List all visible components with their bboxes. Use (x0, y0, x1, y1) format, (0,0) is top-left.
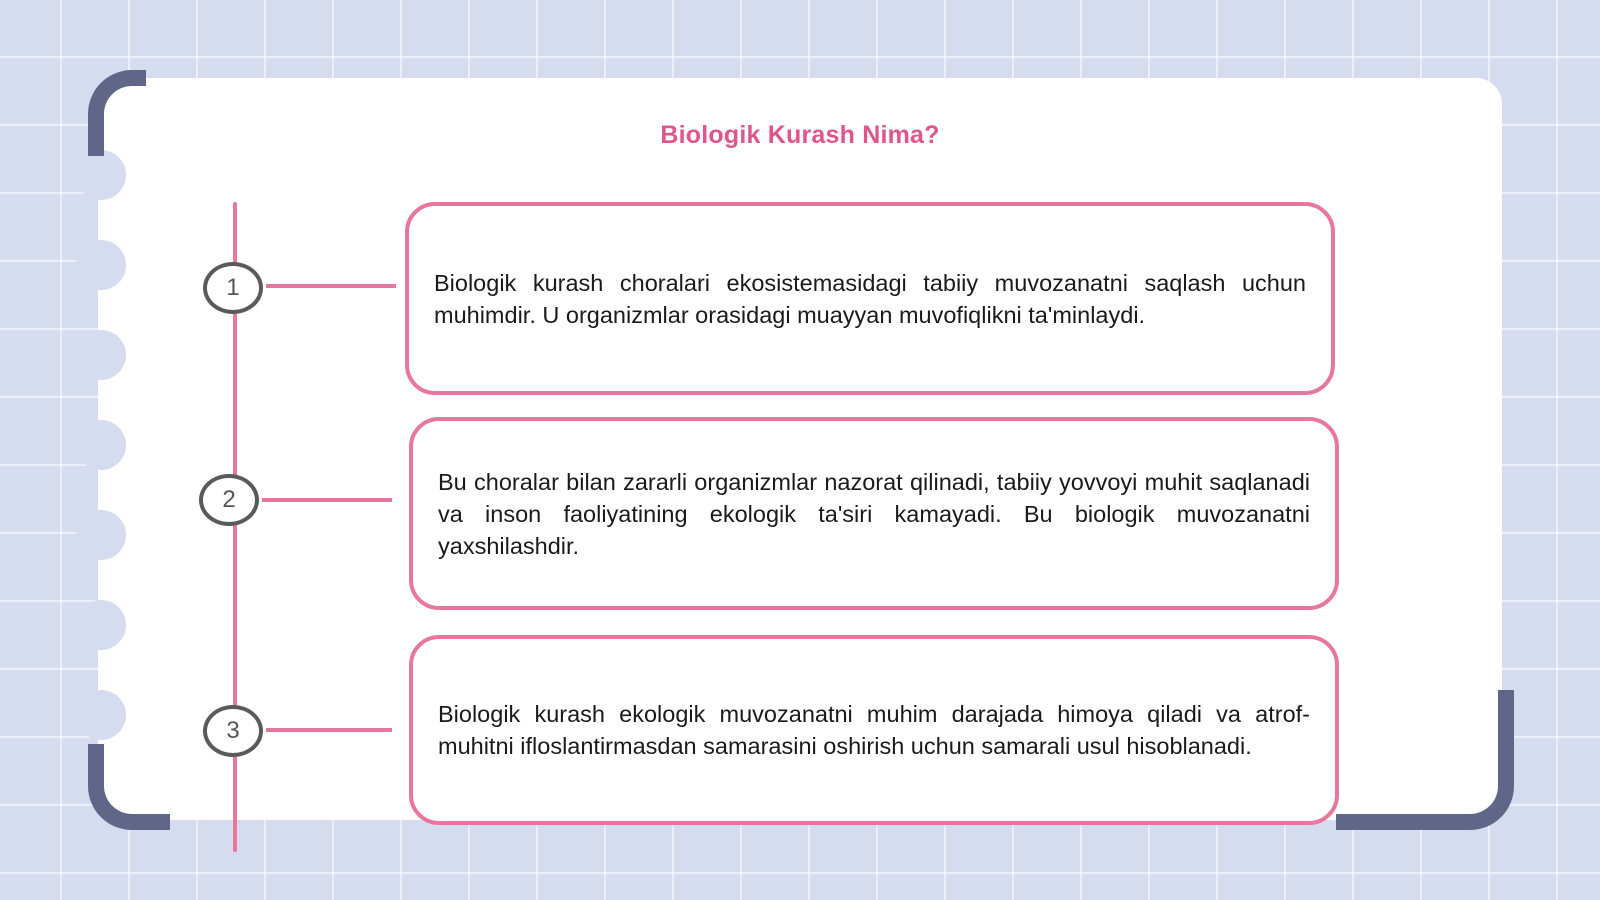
text-box-3-content: Biologik kurash ekologik muvozanatni muhim darajada himoya qiladi va atrof-muhitni ifloslantirmasdan samarasini oshirish uchun samarali usul hisoblanadi. (438, 701, 1310, 759)
card-edge-scallop (76, 150, 126, 200)
text-box-2 (409, 417, 1339, 610)
step-number-1: 1 (203, 262, 263, 314)
text-box-1 (405, 202, 1335, 395)
slide-title: Biologik Kurash Nima? (660, 121, 940, 149)
card-edge-scallop (76, 330, 126, 380)
text-box-3 (409, 635, 1339, 825)
card-edge-scallop (76, 600, 126, 650)
text-box-1-content: Biologik kurash choralari ekosistemasidagi tabiiy muvozanatni saqlash uchun muhimdir. U organizmlar orasidagi muayyan muvofiqlikni ta'minlaydi. (434, 269, 1306, 328)
card-edge-scallop (76, 510, 126, 560)
card-edge-scallop (76, 240, 126, 290)
step-number-2: 2 (199, 474, 259, 526)
timeline-connector-2 (262, 498, 392, 502)
timeline-connector-3 (266, 728, 392, 732)
timeline-connector-1 (266, 284, 396, 288)
card-edge-scallop (76, 420, 126, 470)
card-edge-scallop (76, 690, 126, 740)
step-number-3: 3 (203, 705, 263, 757)
corner-bracket-bottom-left (88, 744, 170, 830)
text-box-2-content: Bu choralar bilan zararli organizmlar nazorat qilinadi, tabiiy yovvoyi muhit saqlanadi va inson faoliyatining ekologik ta'siri kamayadi. Bu biologik muvozanatni yaxshilashdir. (438, 468, 1310, 559)
corner-bracket-bottom-right (1336, 690, 1514, 830)
